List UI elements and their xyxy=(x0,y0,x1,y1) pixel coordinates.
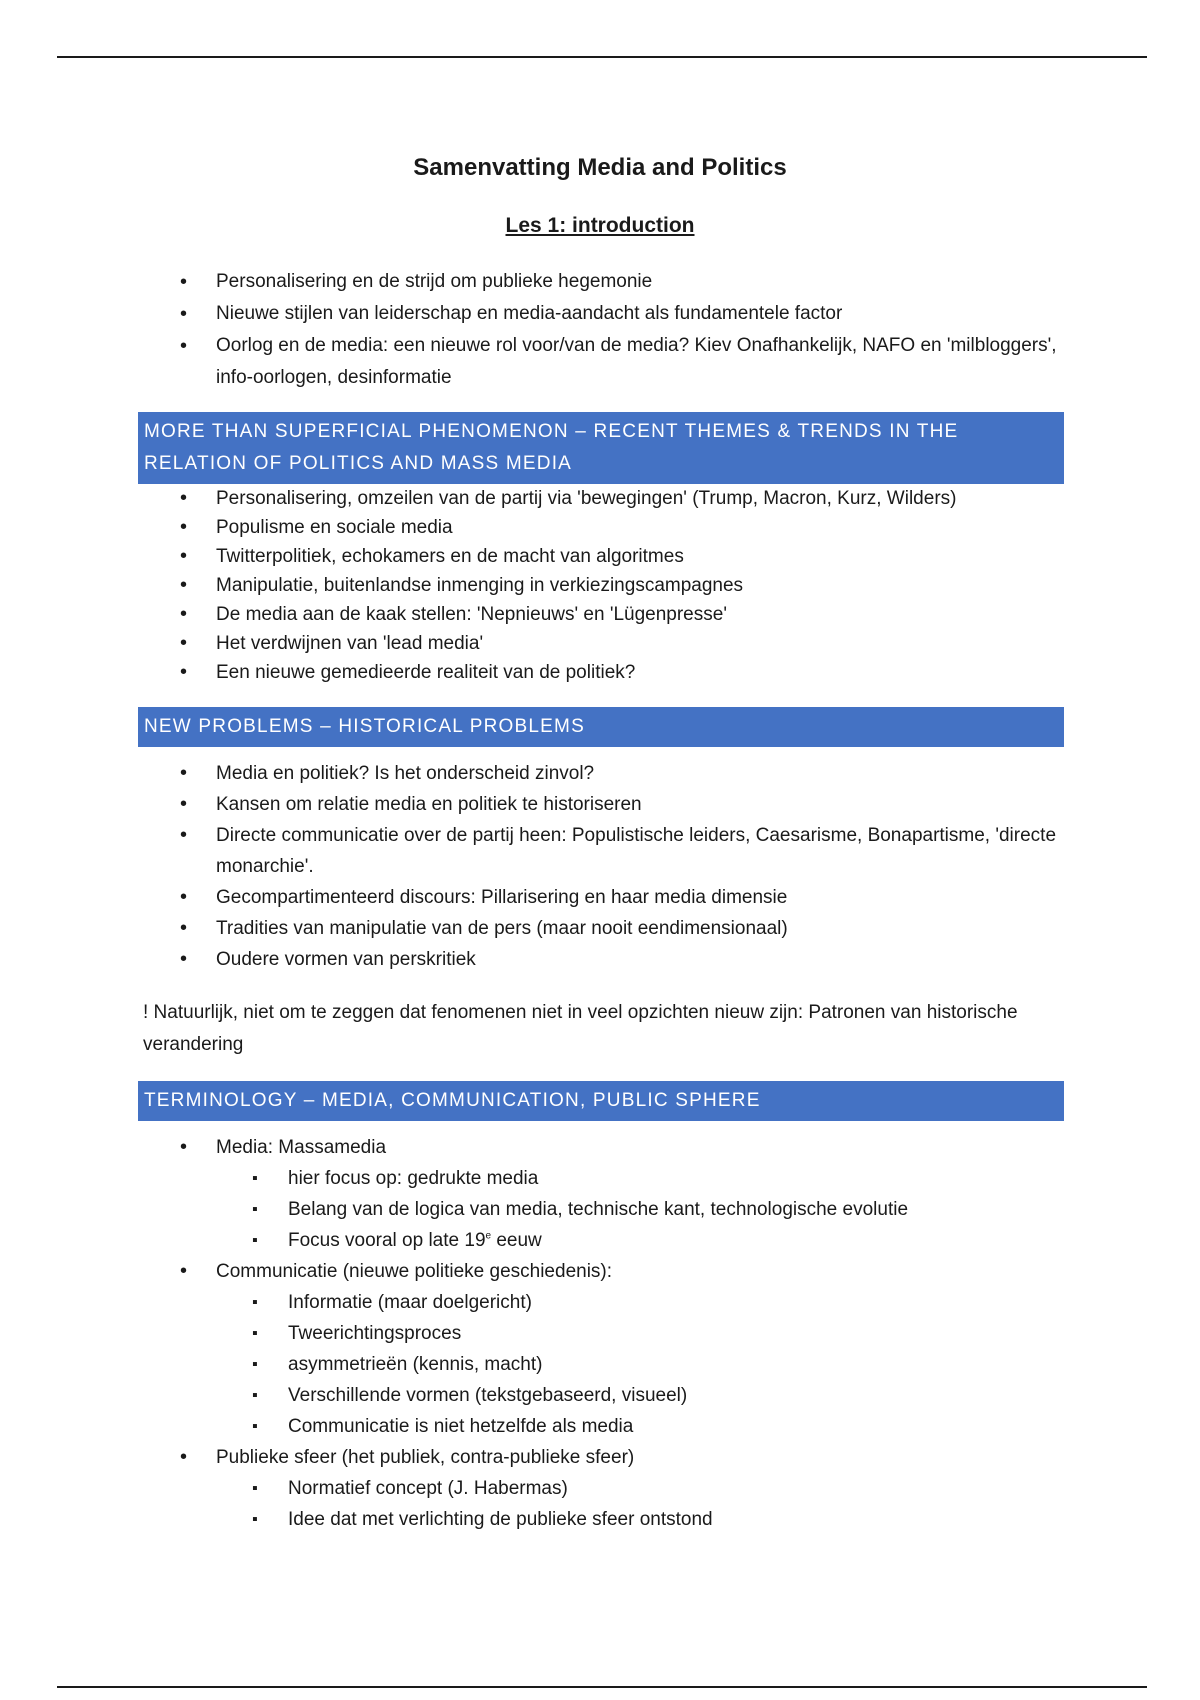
media-sublist xyxy=(180,1163,1080,1256)
sublist-item: ▪ Informatie (maar doelgericht) xyxy=(252,1287,1080,1318)
list-item: • Personalisering, omzeilen van de partij via 'bewegingen' (Trump, Macron, Kurz, Wilders) xyxy=(180,484,1080,513)
list-item: • Gecompartimenteerd discours: Pillarisering en haar media dimensie xyxy=(180,882,1080,913)
problems-bullet-list xyxy=(180,758,1080,975)
list-item-publieke-sfeer xyxy=(180,1442,1080,1473)
lesson-title: Les 1: introduction xyxy=(505,214,695,237)
list-item: • Oorlog en de media: een nieuwe rol voor/van de media? Kiev Onafhankelijk, NAFO en 'milbloggers', info-oorlogen, desinformatie xyxy=(180,330,1080,394)
list-item: • De media aan de kaak stellen: 'Nepnieuws' en 'Lügenpresse' xyxy=(180,600,1080,629)
sublist-item: ▪ hier focus op: gedrukte media xyxy=(252,1163,1080,1194)
sublist-item: ▪ Focus vooral op late 19e eeuw xyxy=(252,1225,1080,1256)
sublist-item: ▪ Communicatie is niet hetzelfde als media xyxy=(252,1411,1080,1442)
list-item: • Oudere vormen van perskritiek xyxy=(180,944,1080,975)
sublist-item: ▪ asymmetrieën (kennis, macht) xyxy=(252,1349,1080,1380)
list-item: • Tradities van manipulatie van de pers (maar nooit eendimensionaal) xyxy=(180,913,1080,944)
list-item: • Het verdwijnen van 'lead media' xyxy=(180,629,1080,658)
list-item: • Personalisering en de strijd om publieke hegemonie xyxy=(180,266,1080,298)
section-heading-themes: MORE THAN SUPERFICIAL PHENOMENON – RECENT THEMES & TRENDS IN THE RELATION OF POLITICS AND MASS MEDIA xyxy=(138,412,1064,484)
list-item: • Manipulatie, buitenlandse inmenging in verkiezingscampagnes xyxy=(180,571,1080,600)
document-title: Samenvatting Media and Politics xyxy=(413,154,787,181)
sublist-wrapper xyxy=(180,1163,1080,1256)
list-item: • Populisme en sociale media xyxy=(180,513,1080,542)
list-item: • Nieuwe stijlen van leiderschap en media-aandacht als fundamentele factor xyxy=(180,298,1080,330)
sublist-item: ▪ Tweerichtingsproces xyxy=(252,1318,1080,1349)
note-paragraph: ! Natuurlijk, niet om te zeggen dat fenomenen niet in veel opzichten nieuw zijn: Patronen van historische verandering xyxy=(143,1002,1018,1055)
intro-bullet-list xyxy=(180,266,1080,394)
sublist-wrapper xyxy=(180,1287,1080,1442)
list-item-label: Media: Massamedia xyxy=(216,1137,387,1158)
list-item: • Een nieuwe gemedieerde realiteit van de politiek? xyxy=(180,658,1080,687)
section-heading-problems: NEW PROBLEMS – HISTORICAL PROBLEMS xyxy=(138,707,1064,747)
list-item-label: Communicatie (nieuwe politieke geschiedenis): xyxy=(216,1261,613,1282)
list-item-label: Publieke sfeer (het publiek, contra-publieke sfeer) xyxy=(216,1447,635,1468)
themes-bullet-list xyxy=(180,484,1080,687)
sublist-item: ▪ Normatief concept (J. Habermas) xyxy=(252,1473,1080,1504)
list-item-media xyxy=(180,1132,1080,1163)
header-rule xyxy=(57,56,1147,58)
list-item: • Twitterpolitiek, echokamers en de macht van algoritmes xyxy=(180,542,1080,571)
list-item: • Media en politiek? Is het onderscheid zinvol? xyxy=(180,758,1080,789)
sublist-wrapper xyxy=(180,1473,1080,1535)
footer-rule xyxy=(57,1686,1147,1688)
sublist-item: ▪ Idee dat met verlichting de publieke sfeer ontstond xyxy=(252,1504,1080,1535)
publieke-sublist xyxy=(180,1473,1080,1535)
list-item: • Kansen om relatie media en politiek te historiseren xyxy=(180,789,1080,820)
terminology-bullet-list xyxy=(180,1132,1080,1535)
communicatie-sublist xyxy=(180,1287,1080,1442)
sublist-item: ▪ Verschillende vormen (tekstgebaseerd, visueel) xyxy=(252,1380,1080,1411)
section-heading-terminology: TERMINOLOGY – MEDIA, COMMUNICATION, PUBLIC SPHERE xyxy=(138,1081,1064,1121)
list-item-communicatie xyxy=(180,1256,1080,1287)
list-item: • Directe communicatie over de partij heen: Populistische leiders, Caesarisme, Bonapartisme, 'directe monarchie'. xyxy=(180,820,1080,882)
sublist-item: ▪ Belang van de logica van media, technische kant, technologische evolutie xyxy=(252,1194,1080,1225)
